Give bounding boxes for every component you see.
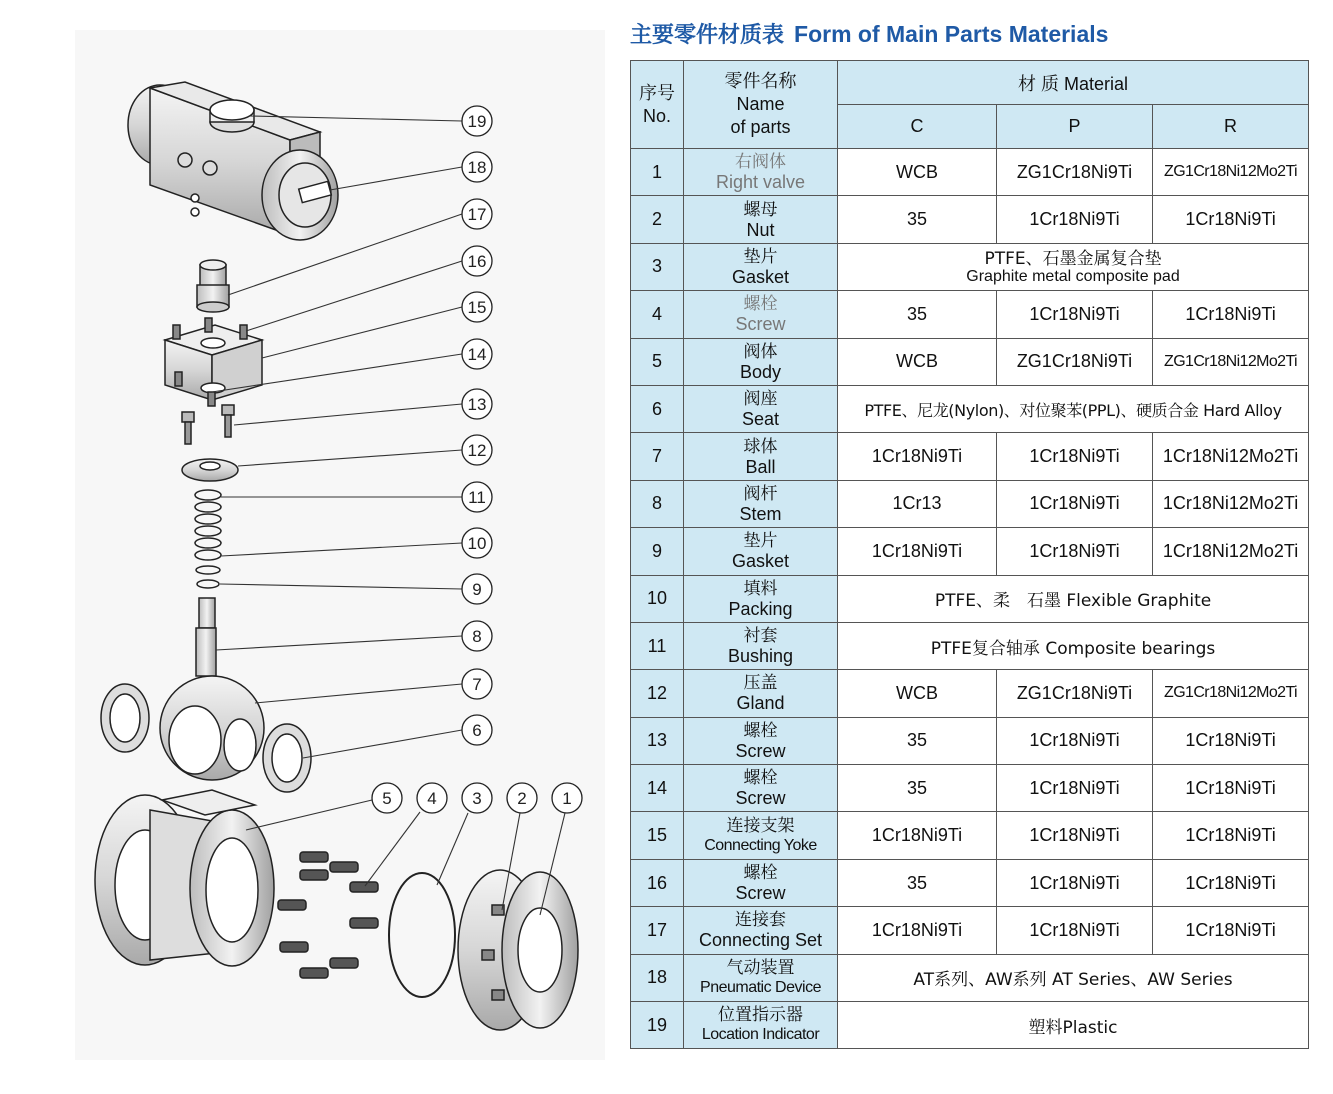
svg-text:19: 19 [467,112,487,131]
header-material: 材 质 Material [838,61,1309,105]
part-name [684,1002,838,1049]
title-en: Form of Main Parts Materials [794,21,1109,47]
row-no: 13 [631,717,684,764]
material-c: 1Cr18Ni9Ti [838,812,997,859]
part-name-cn: 垫片 [743,531,778,552]
material-all-en: Graphite metal composite pad [966,267,1180,285]
table-row [631,765,1309,812]
part-name-en: Connecting Yoke [704,836,817,854]
part-name-en: Packing [728,598,793,619]
material-p: ZG1Cr18Ni9Ti [997,670,1153,717]
row-no: 5 [631,338,684,385]
svg-text:7: 7 [472,675,482,694]
material-p: 1Cr18Ni9Ti [997,765,1153,812]
connecting-set [197,260,229,312]
table-row [631,433,1309,480]
svg-text:14: 14 [467,345,487,364]
row-no: 17 [631,907,684,954]
part-name-en: Screw [735,740,786,761]
position-indicator [210,100,254,132]
part-name-cn: 位置指示器 [718,1005,803,1026]
row-no: 19 [631,1002,684,1049]
material-p: 1Cr18Ni9Ti [997,291,1153,338]
svg-text:12: 12 [467,441,487,460]
part-name [684,338,838,385]
material-c: 35 [838,196,997,243]
material-p: ZG1Cr18Ni9Ti [997,338,1153,385]
table-row [631,622,1309,669]
part-name-en: Gasket [731,551,790,572]
callout-7 [462,669,492,699]
part-name-en: Stem [739,503,782,524]
table-row [631,528,1309,575]
part-name-cn: 螺母 [743,199,778,220]
gland [182,459,238,481]
material-p: 1Cr18Ni9Ti [997,717,1153,764]
material-r: 1Cr18Ni9Ti [1153,859,1309,906]
material-p: 1Cr18Ni9Ti [997,907,1153,954]
part-name [684,670,838,717]
part-name [684,243,838,290]
part-name [684,859,838,906]
part-name [684,717,838,764]
row-no: 7 [631,433,684,480]
part-name-en: Gland [736,693,785,714]
material-r: 1Cr18Ni12Mo2Ti [1153,528,1309,575]
material-all: AT系列、AW系列 AT Series、AW Series [838,954,1309,1001]
callout-4 [417,783,447,813]
part-name-cn: 螺栓 [743,768,778,789]
material-c: 35 [838,765,997,812]
title-cn: 主要零件材质表 [630,23,785,48]
table-row [631,859,1309,906]
callout-19 [462,106,492,136]
table-row [631,243,1309,290]
stem [196,598,216,676]
material-all: 塑料Plastic [838,1002,1309,1049]
part-name-en: Screw [735,314,786,335]
callout-14 [462,339,492,369]
header-no-cn: 序号 [639,82,675,103]
part-name-en: Connecting Set [698,930,823,951]
header-no-en: No. [642,105,671,126]
callout-17 [462,199,492,229]
part-name [684,575,838,622]
material-r: 1Cr18Ni12Mo2Ti [1153,480,1309,527]
table-row [631,291,1309,338]
material-c: WCB [838,149,997,196]
part-name-cn: 球体 [743,436,778,457]
callout-15 [462,292,492,322]
material-all-cn: PTFE、石墨金属复合垫 [984,248,1162,269]
callout-18 [462,152,492,182]
material-r: 1Cr18Ni9Ti [1153,717,1309,764]
callout-10 [462,528,492,558]
part-name [684,528,838,575]
svg-text:5: 5 [382,789,392,808]
material-r: ZG1Cr18Ni12Mo2Ti [1153,670,1309,717]
part-name-en: Gasket [731,266,790,287]
part-name-cn: 螺栓 [743,294,778,315]
material-p: ZG1Cr18Ni9Ti [997,149,1153,196]
part-name-en: Seat [741,409,780,430]
row-no: 16 [631,859,684,906]
row-no: 9 [631,528,684,575]
part-name [684,954,838,1001]
parts-materials-table [630,60,1309,1049]
page-title [630,18,1330,52]
row-no: 3 [631,243,684,290]
part-name-cn: 螺栓 [743,720,778,741]
part-name [684,291,838,338]
table-row [631,954,1309,1001]
callout-2 [507,783,537,813]
part-name-cn: 阀座 [743,389,778,410]
part-name-en: Location Indicator [701,1026,820,1044]
material-c: 35 [838,717,997,764]
material-p: 1Cr18Ni9Ti [997,433,1153,480]
svg-text:8: 8 [472,627,482,646]
part-name [684,907,838,954]
header-col-p: P [997,105,1153,149]
part-name [684,433,838,480]
material-all: PTFE、柔 石墨 Flexible Graphite [838,575,1309,622]
table-row [631,385,1309,432]
part-name-cn: 阀体 [743,341,778,362]
svg-text:13: 13 [467,395,487,414]
part-name [684,622,838,669]
part-name-cn: 压盖 [743,673,778,694]
material-c: 1Cr18Ni9Ti [838,528,997,575]
callout-5 [372,783,402,813]
material-r: 1Cr18Ni9Ti [1153,765,1309,812]
material-c: WCB [838,338,997,385]
part-name-cn: 填料 [743,578,778,599]
table-row [631,575,1309,622]
callout-16 [462,246,492,276]
svg-text:3: 3 [472,789,482,808]
row-no: 4 [631,291,684,338]
part-name-en: Pneumatic Device [700,978,821,996]
part-name-cn: 右阀体 [735,152,786,173]
svg-text:1: 1 [562,789,572,808]
header-col-c: C [838,105,997,149]
part-name-cn: 气动装置 [726,957,795,978]
material-p: 1Cr18Ni9Ti [997,528,1153,575]
valve-body [95,790,274,966]
part-name [684,196,838,243]
table-row [631,812,1309,859]
material-r: 1Cr18Ni9Ti [1153,812,1309,859]
row-no: 14 [631,765,684,812]
callout-3 [462,783,492,813]
header-no [631,61,684,149]
svg-text:15: 15 [467,298,487,317]
part-name-en: Body [739,361,782,382]
svg-text:9: 9 [472,580,482,599]
header-name-cn: 零件名称 [724,71,797,91]
svg-text:4: 4 [427,789,437,808]
material-r: 1Cr18Ni9Ti [1153,291,1309,338]
material-r: 1Cr18Ni9Ti [1153,196,1309,243]
part-name [684,385,838,432]
svg-text:10: 10 [467,534,487,553]
row-no: 11 [631,622,684,669]
material-p: 1Cr18Ni9Ti [997,812,1153,859]
material-c: 1Cr18Ni9Ti [838,433,997,480]
row-no: 2 [631,196,684,243]
svg-text:11: 11 [468,488,486,507]
callout-1 [552,783,582,813]
header-name [684,61,838,149]
material-p: 1Cr18Ni9Ti [997,859,1153,906]
table-row [631,480,1309,527]
material-c: 1Cr18Ni9Ti [838,907,997,954]
row-no: 1 [631,149,684,196]
row-no: 6 [631,385,684,432]
part-name-cn: 连接套 [735,910,786,931]
material-p: 1Cr18Ni9Ti [997,480,1153,527]
svg-text:16: 16 [467,252,487,271]
callout-9 [462,574,492,604]
part-name-en: Screw [735,788,786,809]
table-row [631,1002,1309,1049]
table-row [631,907,1309,954]
material-r: 1Cr18Ni9Ti [1153,907,1309,954]
part-name-en: Bushing [727,646,794,667]
table-row [631,670,1309,717]
table-row [631,149,1309,196]
material-all: PTFE复合轴承 Composite bearings [838,622,1309,669]
part-name-en: Right valve [715,172,806,193]
part-name-cn: 螺栓 [743,863,778,884]
svg-text:2: 2 [517,789,527,808]
right-valve [458,870,578,1030]
material-all [838,243,1309,290]
header-name-en2: of parts [730,117,791,137]
part-name-cn: 连接支架 [726,815,795,836]
row-no: 12 [631,670,684,717]
exploded-view-svg [0,0,615,1094]
material-r: ZG1Cr18Ni12Mo2Ti [1153,338,1309,385]
callout-11 [462,482,492,512]
material-c: WCB [838,670,997,717]
material-c: 1Cr13 [838,480,997,527]
material-c: 35 [838,859,997,906]
row-no: 10 [631,575,684,622]
part-name [684,480,838,527]
row-no: 18 [631,954,684,1001]
header-name-en1: Name [736,94,785,114]
table-row [631,717,1309,764]
svg-text:18: 18 [467,158,487,177]
callout-13 [462,389,492,419]
part-name-cn: 衬套 [743,626,778,647]
material-r: ZG1Cr18Ni12Mo2Ti [1153,149,1309,196]
part-name-en: Ball [745,456,776,477]
row-no: 8 [631,480,684,527]
part-name-cn: 垫片 [743,246,778,267]
svg-text:6: 6 [472,721,482,740]
material-all: PTFE、尼龙(Nylon)、对位聚苯(PPL)、硬质合金 Hard Alloy [838,385,1309,432]
callout-8 [462,621,492,651]
callout-12 [462,435,492,465]
part-name-cn: 阀杆 [743,483,778,504]
material-p: 1Cr18Ni9Ti [997,196,1153,243]
row-no: 15 [631,812,684,859]
table-row [631,196,1309,243]
part-name [684,765,838,812]
part-name-en: Nut [746,219,775,240]
header-col-r: R [1153,105,1309,149]
material-c: 35 [838,291,997,338]
svg-text:17: 17 [467,205,487,224]
part-name [684,149,838,196]
material-r: 1Cr18Ni12Mo2Ti [1153,433,1309,480]
part-name-en: Screw [735,883,786,904]
callout-6 [462,715,492,745]
part-name [684,812,838,859]
table-row [631,338,1309,385]
exploded-view-drawing [0,0,615,1094]
